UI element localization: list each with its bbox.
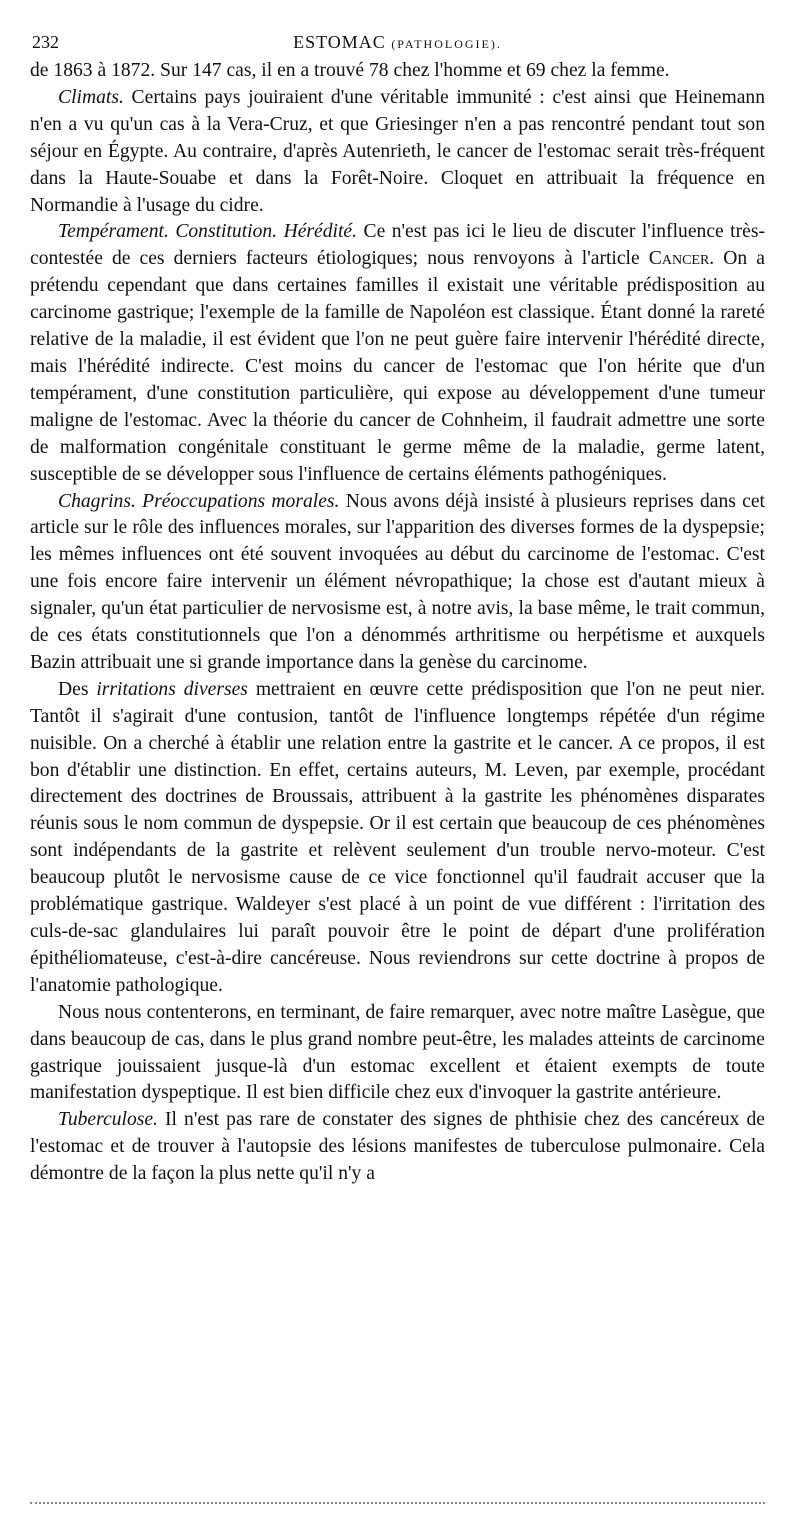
paragraph-conclusion	[30, 1000, 765, 1108]
paragraph-climats	[30, 85, 765, 220]
paragraph-text: mettraient en œuvre cette prédisposition que l'on ne peut nier. Tantôt il s'agirait d'une contusion, tantôt de l'influence longtemps répétée d'un régime nuisible. On a cherché à établir une relation entre la gastrite et le cancer. A ce propos, il est bon d'établir une distinction. En effet, certains auteurs, M. Leven, par exemple, procédant directement des doctrines de Broussais, attribuent à la gastrite les phénomènes disparates réunis sous le nom commun de dyspepsie. Or il est certain que beaucoup de ces phénomènes sont indépendants de la gastrite et relèvent seulement d'un trouble nervo-moteur. C'est beaucoup plutôt le nervosisme cause de ce vice fonctionnel qu'il faudrait accuser que la problématique gastrique. Waldeyer s'est placé à un point de vue différent : l'irritation des culs-de-sac glandulaires lui paraît pouvoir être le point de départ d'une prolifération épithéliomateuse, c'est-à-dire cancéreuse. Nous reviendrons sur cette doctrine à propos de l'anatomie pathologique.	[30, 678, 765, 996]
paragraph-text: Nous avons déjà insisté à plusieurs reprises dans cet article sur le rôle des influences morales, sur l'apparition des diverses formes de la dyspepsie; les mêmes influences ont été souvent invoquées au début du carcinome de l'estomac. C'est une fois encore faire intervenir un élément névropathique; la chose est d'autant mieux à signaler, qu'un état particulier de nervosisme est, à notre avis, la base même, le trait commun, de ces états constitutionnels que l'on a dénommés arthritisme ou herpétisme et auxquels Bazin attribuait une si grande importance dans la genèse du carcinome.	[30, 490, 766, 673]
paragraph-irritations	[30, 677, 765, 1000]
page-bottom-rule	[30, 1502, 765, 1504]
rubric-heading: Climats.	[58, 86, 124, 108]
paragraph-continuation	[30, 58, 765, 85]
running-title-main: ESTOMAC	[293, 32, 386, 52]
running-head	[30, 26, 765, 58]
book-page	[30, 26, 765, 1188]
paragraph-tuberculose	[30, 1107, 765, 1188]
paragraph-lead: Des	[58, 678, 97, 700]
paragraph-text: de 1863 à 1872. Sur 147 cas, il en a trouvé 78 chez l'homme et 69 chez la femme.	[30, 60, 670, 81]
paragraph-text: Il n'est pas rare de constater des signes de phthisie chez des cancéreux de l'estomac et de trouver à l'autopsie des lésions manifestes de tuberculose pulmonaire. Cela démontre de la façon la plus nette qu'il n'y a	[30, 1109, 765, 1185]
rubric-heading: Tuberculose.	[58, 1109, 158, 1131]
paragraph-temperament	[30, 219, 765, 488]
paragraph-text: Nous nous contenterons, en terminant, de faire remarquer, avec notre maître Lasègue, que dans beaucoup de cas, dans le plus grand nombre peut-être, les malades atteints de carcinome gastrique jouissaient jusque-là d'un estomac excellent et étaient exempts de toute manifestation dyspeptique. Il est bien difficile chez eux d'invoquer la gastrite antérieure.	[30, 1001, 765, 1104]
cross-reference: Cancer.	[648, 248, 715, 270]
paragraph-chagrins	[30, 489, 765, 677]
running-title-sub: (PATHOLOGIE).	[391, 37, 502, 51]
running-title	[30, 26, 765, 60]
rubric-heading: Chagrins. Préoccupations morales.	[58, 490, 340, 512]
paragraph-text: Certains pays jouiraient d'une véritable immunité : c'est ainsi que Heinemann n'en a vu qu'un cas à la Vera-Cruz, et que Griesinger n'en a pas rencontré pendant tout son séjour en Égypte. Au contraire, d'après Autenrieth, le cancer de l'estomac serait très-fréquent dans la Haute-Souabe et dans la Forêt-Noire. Cloquet en attribuait la fréquence en Normandie à l'usage du cidre.	[30, 86, 765, 216]
rubric-heading: irritations diverses	[96, 678, 248, 700]
body-text	[30, 58, 765, 1188]
page-number: 232	[32, 32, 59, 52]
rubric-heading: Tempérament. Constitution. Hérédité.	[58, 221, 358, 243]
paragraph-text: Ce n'est pas ici le lieu de discuter l'influence très-contestée de ces derniers facteurs étiologiques; nous renvoyons à l'article	[30, 221, 765, 270]
paragraph-text: On a prétendu cependant que dans certaines familles il existait une véritable prédisposition au carcinome gastrique; l'exemple de la famille de Napoléon est classique. Étant donné la rareté relative de la maladie, il est évident que l'on ne peut guère faire intervenir l'hérédité directe, mais l'hérédité indirecte. C'est moins du cancer de l'estomac que l'on hérite que d'un tempérament, d'une constitution particulière, qui expose au développement d'une tumeur maligne de l'estomac. Avec la théorie du cancer de Cohnheim, il faudrait admettre une sorte de malformation congénitale constituant le germe même de la maladie, germe latent, susceptible de se développer sous l'influence de certains éléments pathogéniques.	[30, 248, 766, 485]
